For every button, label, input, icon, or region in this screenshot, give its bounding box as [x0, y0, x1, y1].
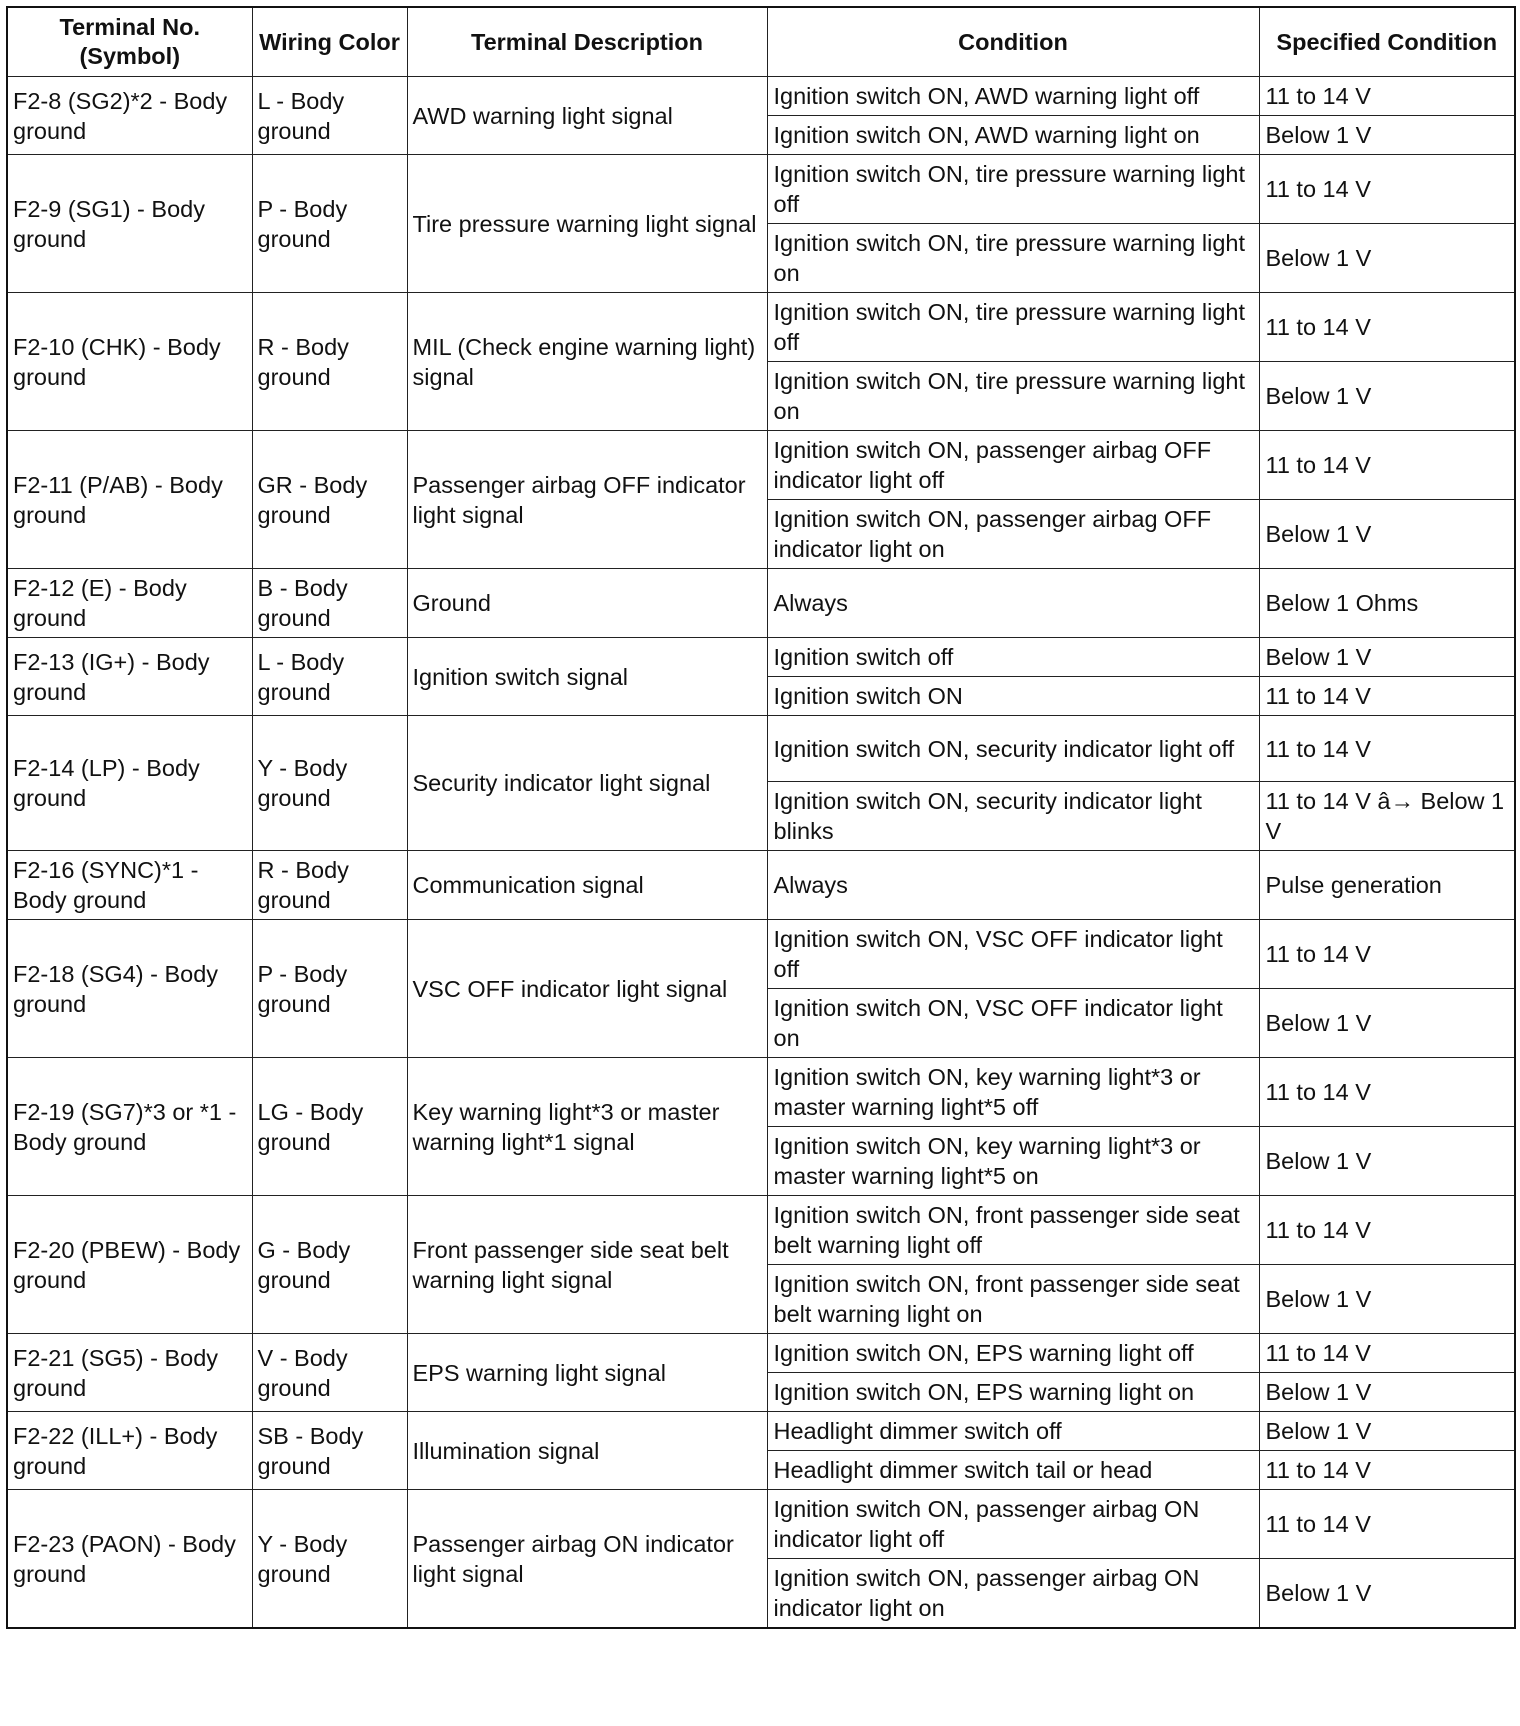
specified-condition-cell: 11 to 14 V	[1259, 1196, 1515, 1265]
terminal-cell: F2-19 (SG7)*3 or *1 - Body ground	[7, 1058, 252, 1196]
table-row	[7, 155, 1515, 224]
description-cell: Tire pressure warning light signal	[407, 155, 767, 293]
terminal-cell: F2-12 (E) - Body ground	[7, 569, 252, 638]
header-condition: Condition	[767, 7, 1259, 77]
specified-condition-cell: Below 1 V	[1259, 1373, 1515, 1412]
condition-cell: Ignition switch ON, tire pressure warning light on	[767, 224, 1259, 293]
condition-cell: Ignition switch ON, AWD warning light on	[767, 116, 1259, 155]
description-cell: Key warning light*3 or master warning light*1 signal	[407, 1058, 767, 1196]
header-terminal-description: Terminal Description	[407, 7, 767, 77]
specified-condition-cell: 11 to 14 V	[1259, 1058, 1515, 1127]
header-row	[7, 7, 1515, 77]
condition-cell: Ignition switch ON, front passenger side seat belt warning light on	[767, 1265, 1259, 1334]
terminal-cell: F2-14 (LP) - Body ground	[7, 716, 252, 851]
condition-cell: Ignition switch off	[767, 638, 1259, 677]
terminal-cell: F2-18 (SG4) - Body ground	[7, 920, 252, 1058]
condition-cell: Ignition switch ON, passenger airbag OFF indicator light on	[767, 500, 1259, 569]
specified-condition-cell: 11 to 14 V	[1259, 1451, 1515, 1490]
specified-condition-cell: Below 1 V	[1259, 500, 1515, 569]
terminal-cell: F2-16 (SYNC)*1 - Body ground	[7, 851, 252, 920]
table-row	[7, 293, 1515, 362]
condition-cell: Ignition switch ON, front passenger side seat belt warning light off	[767, 1196, 1259, 1265]
wiring-color-cell: B - Body ground	[252, 569, 407, 638]
condition-cell: Ignition switch ON, tire pressure warning light off	[767, 155, 1259, 224]
specified-condition-cell: Below 1 V	[1259, 1127, 1515, 1196]
description-cell: Passenger airbag ON indicator light signal	[407, 1490, 767, 1629]
condition-cell: Ignition switch ON, passenger airbag OFF indicator light off	[767, 431, 1259, 500]
table-row	[7, 77, 1515, 116]
table-row	[7, 1412, 1515, 1451]
wiring-color-cell: P - Body ground	[252, 920, 407, 1058]
condition-cell: Ignition switch ON, EPS warning light off	[767, 1334, 1259, 1373]
wiring-color-cell: L - Body ground	[252, 77, 407, 155]
specified-condition-cell: 11 to 14 V	[1259, 1490, 1515, 1559]
header-wiring-color: Wiring Color	[252, 7, 407, 77]
terminal-spec-table	[6, 6, 1516, 1629]
condition-cell: Headlight dimmer switch tail or head	[767, 1451, 1259, 1490]
specified-condition-cell: Below 1 V	[1259, 224, 1515, 293]
description-cell: EPS warning light signal	[407, 1334, 767, 1412]
condition-cell: Ignition switch ON, tire pressure warning light off	[767, 293, 1259, 362]
specified-condition-cell: 11 to 14 V	[1259, 431, 1515, 500]
wiring-color-cell: P - Body ground	[252, 155, 407, 293]
wiring-color-cell: R - Body ground	[252, 293, 407, 431]
specified-condition-cell: Below 1 V	[1259, 362, 1515, 431]
condition-cell: Ignition switch ON, key warning light*3 or master warning light*5 off	[767, 1058, 1259, 1127]
table-row	[7, 1058, 1515, 1127]
table-row	[7, 920, 1515, 989]
table-row	[7, 638, 1515, 677]
condition-cell: Always	[767, 851, 1259, 920]
specified-condition-cell: Below 1 Ohms	[1259, 569, 1515, 638]
wiring-color-cell: Y - Body ground	[252, 716, 407, 851]
condition-cell: Ignition switch ON, security indicator light off	[767, 716, 1259, 782]
terminal-cell: F2-8 (SG2)*2 - Body ground	[7, 77, 252, 155]
condition-cell: Ignition switch ON, VSC OFF indicator light off	[767, 920, 1259, 989]
specified-condition-cell: 11 to 14 V â→ Below 1 V	[1259, 782, 1515, 851]
condition-cell: Always	[767, 569, 1259, 638]
table-row	[7, 716, 1515, 782]
wiring-color-cell: R - Body ground	[252, 851, 407, 920]
description-cell: Front passenger side seat belt warning light signal	[407, 1196, 767, 1334]
header-terminal: Terminal No. (Symbol)	[7, 7, 252, 77]
specified-condition-cell: Pulse generation	[1259, 851, 1515, 920]
specified-condition-cell: Below 1 V	[1259, 1265, 1515, 1334]
table-row	[7, 1490, 1515, 1559]
wiring-color-cell: Y - Body ground	[252, 1490, 407, 1629]
terminal-cell: F2-21 (SG5) - Body ground	[7, 1334, 252, 1412]
specified-condition-cell: Below 1 V	[1259, 116, 1515, 155]
description-cell: Illumination signal	[407, 1412, 767, 1490]
specified-condition-cell: Below 1 V	[1259, 1412, 1515, 1451]
specified-condition-cell: Below 1 V	[1259, 638, 1515, 677]
condition-cell: Ignition switch ON, AWD warning light off	[767, 77, 1259, 116]
condition-cell: Ignition switch ON, passenger airbag ON indicator light on	[767, 1559, 1259, 1629]
wiring-color-cell: G - Body ground	[252, 1196, 407, 1334]
condition-cell: Ignition switch ON, passenger airbag ON indicator light off	[767, 1490, 1259, 1559]
condition-cell: Ignition switch ON, EPS warning light on	[767, 1373, 1259, 1412]
table-row	[7, 431, 1515, 500]
specified-condition-cell: 11 to 14 V	[1259, 293, 1515, 362]
table-row	[7, 1334, 1515, 1373]
description-cell: MIL (Check engine warning light) signal	[407, 293, 767, 431]
table-header	[7, 7, 1515, 77]
description-cell: Ground	[407, 569, 767, 638]
specified-condition-cell: 11 to 14 V	[1259, 920, 1515, 989]
wiring-color-cell: V - Body ground	[252, 1334, 407, 1412]
description-cell: Ignition switch signal	[407, 638, 767, 716]
table-row	[7, 1196, 1515, 1265]
table-body	[7, 77, 1515, 1629]
description-cell: Passenger airbag OFF indicator light signal	[407, 431, 767, 569]
specified-condition-cell: Below 1 V	[1259, 1559, 1515, 1629]
condition-cell: Ignition switch ON	[767, 677, 1259, 716]
specified-condition-cell: Below 1 V	[1259, 989, 1515, 1058]
terminal-cell: F2-23 (PAON) - Body ground	[7, 1490, 252, 1629]
specified-condition-cell: 11 to 14 V	[1259, 677, 1515, 716]
description-cell: AWD warning light signal	[407, 77, 767, 155]
specified-condition-cell: 11 to 14 V	[1259, 77, 1515, 116]
condition-cell: Ignition switch ON, security indicator light blinks	[767, 782, 1259, 851]
terminal-cell: F2-22 (ILL+) - Body ground	[7, 1412, 252, 1490]
condition-cell: Ignition switch ON, tire pressure warning light on	[767, 362, 1259, 431]
wiring-color-cell: GR - Body ground	[252, 431, 407, 569]
specified-condition-cell: 11 to 14 V	[1259, 716, 1515, 782]
terminal-cell: F2-11 (P/AB) - Body ground	[7, 431, 252, 569]
specified-condition-cell: 11 to 14 V	[1259, 1334, 1515, 1373]
header-specified-condition: Specified Condition	[1259, 7, 1515, 77]
wiring-color-cell: LG - Body ground	[252, 1058, 407, 1196]
table-row	[7, 851, 1515, 920]
terminal-cell: F2-20 (PBEW) - Body ground	[7, 1196, 252, 1334]
condition-cell: Ignition switch ON, key warning light*3 or master warning light*5 on	[767, 1127, 1259, 1196]
terminal-cell: F2-10 (CHK) - Body ground	[7, 293, 252, 431]
specified-condition-cell: 11 to 14 V	[1259, 155, 1515, 224]
wiring-color-cell: SB - Body ground	[252, 1412, 407, 1490]
table-row	[7, 569, 1515, 638]
terminal-cell: F2-13 (IG+) - Body ground	[7, 638, 252, 716]
description-cell: Security indicator light signal	[407, 716, 767, 851]
terminal-spec-document	[6, 6, 1514, 1629]
terminal-cell: F2-9 (SG1) - Body ground	[7, 155, 252, 293]
condition-cell: Ignition switch ON, VSC OFF indicator light on	[767, 989, 1259, 1058]
description-cell: Communication signal	[407, 851, 767, 920]
condition-cell: Headlight dimmer switch off	[767, 1412, 1259, 1451]
description-cell: VSC OFF indicator light signal	[407, 920, 767, 1058]
wiring-color-cell: L - Body ground	[252, 638, 407, 716]
